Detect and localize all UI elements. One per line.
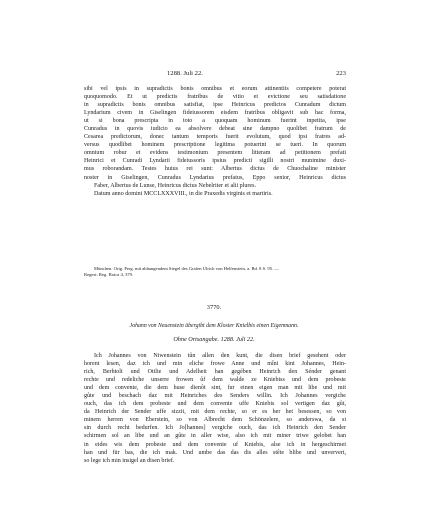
- text-line: sibi vel ipsis in supradictis bonis omnibus et eorum attinentiis competere poterat: [84, 86, 346, 92]
- text-line: da Heinrich der Sender uffe sizzit, mit dem rechte, so er es her het besessen, so von: [84, 409, 346, 416]
- text-line: rechte und redeliche unserre frowen ůf dem walde ze Kniebiss und dem probeste: [84, 377, 346, 384]
- text-line: mus roborandam. Testes huius rei sunt: Albertus dictus de Chuochaline minister: [84, 166, 346, 173]
- text-line: Ich Johannes von Niwenstein tůn allen den kunt, die disen brief gesehent oder: [94, 353, 346, 359]
- text-line: ouch, das ich dem probeste und dem convente uffe Kniebis sol vertigen daz gůt,: [84, 401, 346, 408]
- document-number: 3770.: [206, 304, 222, 311]
- text-line: und dem convente, die dem huse dienôt sint, fur einen eigen man mit libe und mit: [84, 385, 346, 392]
- source-note: [84, 266, 346, 278]
- german-charter-text: [84, 352, 346, 465]
- text-line: sin durch recht bedurfen. Ich Jo[hannes] vergiche ouch, das ich Heinrich den Sender: [84, 425, 346, 432]
- text-line: so lege ich min insigel an disen brief.: [84, 457, 175, 464]
- text-line: Faber, Albertus de Lunse, Heinricus dictus Nebelriter et alii plures.: [94, 182, 256, 189]
- text-line: noster in Giselingen, Cunradus Lyndarius prefatus, Eppo senior, Heinricus dictus: [84, 174, 346, 181]
- text-line: Lyndarium civem in Giselingen fideiussorem eisdem fratribus obligavit sub hac forma,: [84, 110, 346, 117]
- text-line: schirmen sol an libe und an gůte in aller wise, also ich mit miner triwe gelobet han: [84, 433, 346, 440]
- text-line: minem herren von Eberstein, so von Albrecht dem Schönzelere, so anderswa, da si: [84, 417, 346, 424]
- text-line: Cesarea predictorum, donec tantum temporis fuerit evolutum, quod ipsi fratres ad-: [84, 134, 346, 141]
- header-date: 1288. Juli 22.: [167, 70, 203, 77]
- text-line: Heinrici et Cunradi Lyndarii fideiussoris ipsius predicti sigilli nostri munimine duxi-: [84, 158, 346, 165]
- text-line: han und für bas, die ich mak. Und umbe das das dis alles stête blibe und unververt,: [84, 449, 346, 456]
- text-line: omnium robur et evidens testimonium presentem litteram ad petitionem prefati: [84, 150, 346, 157]
- text-line: in eides wis dem probeste und dem convente uf Kniebis, alse ich in hergeschirmet: [84, 441, 346, 448]
- document-summary: Johann von Neuenstein übergibt dem Kloster Knielbis einen Eigenmann.: [129, 323, 299, 329]
- text-line: Cunradus in quovis iudicio ea absolvere debeat sine dampno quolibet fratrum de: [84, 126, 346, 133]
- text-line: horent lesen, daz ich und min eliche frowe Anne und mîni kint Johannes, Hein-: [84, 361, 346, 368]
- datum-line: Datum anno domini MCCLXXXVIII., in die Praxedis virginis et martiris.: [94, 190, 273, 197]
- running-header: [84, 70, 346, 78]
- note-line: Regest: Reg. Boica 4, 379.: [84, 272, 134, 278]
- document-dateline: Ohne Ortsangabe. 1288. Juli 22.: [173, 336, 255, 343]
- page-number: 223: [336, 70, 346, 77]
- text-line: gůte und beschach daz mit Heinriches des Senders willin. Ich Johannes vergiche: [84, 393, 346, 400]
- text-line: rich, Berhtolt und Otilie und Adelheit han gegében Heinrich den Sénder genant: [84, 369, 346, 376]
- latin-charter-text: [84, 85, 346, 198]
- text-line: versus quodlibet hominem prescriptione legitima potuerint se tueri. In quorum: [84, 142, 346, 149]
- text-line: ut si bona prescripta in toto a quoquam hominum fuerint inpetita, ipse: [84, 118, 346, 125]
- text-line: quoquomodo. Et ut predictis fratribus de vitio et evictione seu satisdatione: [84, 94, 346, 101]
- note-line: München. Orig. Perg. mit abhangendem Siegel des Grafen Ulrich von Helfenstein, a. Bd. 8 S. 95. —: [94, 266, 279, 271]
- text-line: in supradictis bonis omnibus satisfiat, ipse Heinricus predictos Cunradum dictum: [84, 102, 346, 109]
